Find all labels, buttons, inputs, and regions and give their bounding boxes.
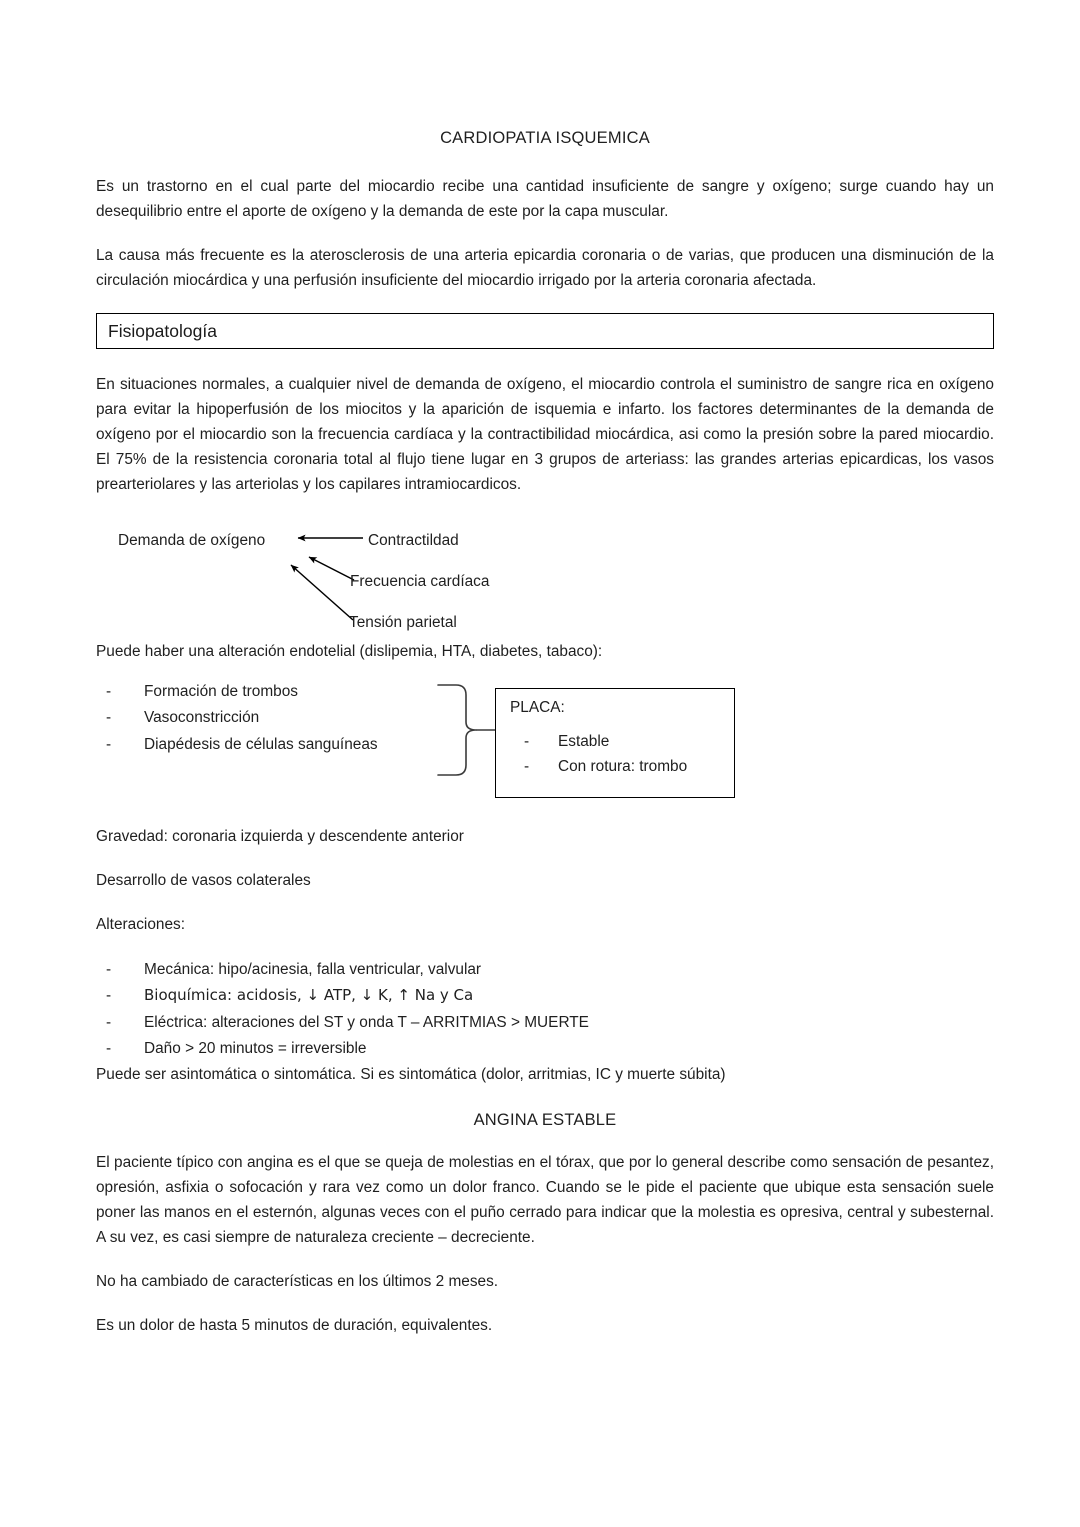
section-heading-label: Fisiopatología	[108, 320, 217, 341]
section-title-angina-estable: ANGINA ESTABLE	[473, 1110, 617, 1129]
fisiopatologia-paragraph: En situaciones normales, a cualquier nivel de demanda de oxígeno, el miocardio controla el suministro de sangre rica en oxígeno para evitar la hipoperfusión de los miocitos y la aparición de isquemia e infarto. los factores determinantes de la demanda de oxígeno por el miocardio son la frecuencia cardíaca y la contractibilidad miocárdica, asi como la presión sobre la pared miocardio. El 75% de la resistencia coronaria total al flujo tiene lugar en 3 grupos de arteriass: las grandes arterias epicardicas, los vasos prearteriolares y las arteriolas y los capilares intramiocardicos.	[96, 376, 994, 494]
list-item	[96, 1010, 994, 1036]
sintomatica-paragraph: Puede ser asintomática o sintomática. Si es sintomática (dolor, arritmias, IC y muerte súbita)	[96, 1065, 726, 1083]
alteracion-endotelial-intro: Puede haber una alteración endotelial (dislipemia, HTA, diabetes, tabaco):	[96, 643, 603, 661]
angina-paragraph-2: No ha cambiado de características en los últimos 2 meses.	[96, 1272, 499, 1290]
angina-paragraph-3: Es un dolor de hasta 5 minutos de duración, equivalentes.	[96, 1316, 493, 1334]
diagram-label-frecuencia-cardiaca: Frecuencia cardíaca	[350, 573, 490, 591]
diagram-label-demanda: Demanda de oxígeno	[118, 532, 266, 550]
list-item-label: Eléctrica: alteraciones del ST y onda T – ARRITMIAS > MUERTE	[144, 1013, 589, 1031]
arrow-frecuencia-cardiaca	[309, 557, 354, 580]
bullet-dash-icon: -	[524, 732, 530, 750]
alteraciones-list	[96, 957, 994, 1063]
list-item-label: Bioquímica: acidosis, ↓ ATP, ↓ K, ↑ Na y Ca	[144, 986, 474, 1005]
note-alteraciones-label: Alteraciones:	[96, 915, 185, 933]
list-item-label: Formación de trombos	[144, 682, 298, 700]
list-item	[96, 1036, 994, 1062]
bullet-dash-icon: -	[524, 757, 530, 775]
oxygen-demand-diagram	[96, 522, 656, 640]
list-item	[510, 755, 734, 780]
bullet-dash-icon: -	[106, 960, 112, 978]
arrow-tension-parietal	[291, 565, 353, 620]
diagram-label-contractilidad: Contractildad	[368, 532, 459, 550]
list-item-label: Vasoconstricción	[144, 709, 260, 727]
placa-title: PLACA:	[510, 698, 565, 716]
bullet-dash-icon: -	[106, 709, 112, 727]
bullet-dash-icon: -	[106, 1013, 112, 1031]
intro-paragraph-1: Es un trastorno en el cual parte del miocardio recibe una cantidad insuficiente de sangre y oxígeno; surge cuando hay un desequilibrio entre el aporte de oxígeno y la demanda de este por la capa muscular.	[96, 178, 994, 221]
list-item-label: Mecánica: hipo/acinesia, falla ventricular, valvular	[144, 960, 482, 978]
section-heading-fisiopatologia	[96, 313, 994, 349]
note-colaterales: Desarrollo de vasos colaterales	[96, 871, 311, 889]
placa-box	[495, 688, 735, 798]
bullet-dash-icon: -	[106, 1040, 112, 1058]
page-title: CARDIOPATIA ISQUEMICA	[440, 129, 650, 147]
list-item	[96, 957, 994, 983]
document-content	[96, 128, 994, 1339]
intro-paragraph-2: La causa más frecuente es la aterosclerosis de una arteria epicardia coronaria o de varias, que producen una disminución de la circulación miocárdica y una perfusión insuficiente del miocardio irrigado por la arteria coronaria afectada.	[96, 247, 994, 290]
bullet-dash-icon: -	[106, 987, 112, 1005]
list-item-label: Diapédesis de células sanguíneas	[144, 735, 378, 753]
list-item	[510, 730, 734, 755]
diagram-label-tension-parietal: Tensión parietal	[349, 614, 457, 632]
note-gravedad: Gravedad: coronaria izquierda y descendente anterior	[96, 827, 464, 845]
bullet-dash-icon: -	[106, 735, 112, 753]
angina-paragraph-1: El paciente típico con angina es el que se queja de molestias en el tórax, que por lo general describe como sensación de pesantez, opresión, asfixia o sofocación y rara vez como un dolor franco. Cuando se le pide el paciente que ubique esta sensación suele poner las manos en el esternón, algunas veces con el puño cerrado para indicar que la molestia es opresiva, central y subesternal. A su vez, es casi siempre de naturaleza creciente – decreciente.	[96, 1154, 994, 1247]
list-item	[96, 983, 994, 1009]
bullet-dash-icon: -	[106, 682, 112, 700]
list-item-label: Estable	[558, 732, 610, 750]
list-item-label: Con rotura: trombo	[558, 757, 688, 775]
list-item-label: Daño > 20 minutos = irreversible	[144, 1040, 367, 1058]
placa-block	[96, 679, 994, 825]
